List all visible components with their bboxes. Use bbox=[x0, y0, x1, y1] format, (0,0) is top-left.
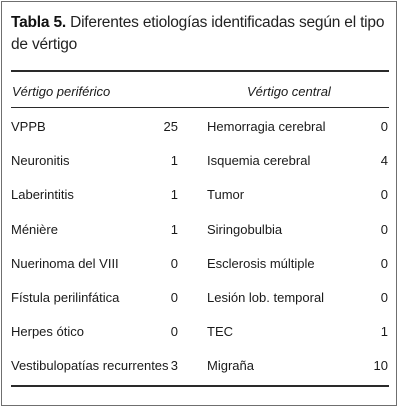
peripheral-count: 0 bbox=[170, 255, 178, 271]
central-etiology: TEC bbox=[207, 324, 233, 340]
table-row bbox=[0, 185, 400, 219]
central-count: 4 bbox=[380, 153, 388, 169]
table-row bbox=[0, 322, 400, 356]
peripheral-etiology: Neuronitis bbox=[11, 153, 70, 169]
column-header-peripheral: Vértigo periférico bbox=[12, 84, 111, 99]
table-caption-label: Tabla 5. bbox=[11, 14, 66, 31]
table-top-rule bbox=[11, 70, 389, 72]
table-row bbox=[0, 151, 400, 185]
peripheral-etiology: Nuerinoma del VIII bbox=[11, 255, 119, 271]
central-count: 10 bbox=[373, 358, 388, 374]
peripheral-count: 1 bbox=[170, 187, 178, 203]
peripheral-etiology: Laberintitis bbox=[11, 187, 74, 203]
central-etiology: Tumor bbox=[207, 187, 245, 203]
central-etiology: Esclerosis múltiple bbox=[207, 255, 315, 271]
table-row bbox=[0, 254, 400, 288]
central-etiology: Migraña bbox=[207, 358, 254, 374]
peripheral-count: 1 bbox=[170, 153, 178, 169]
peripheral-count: 0 bbox=[170, 324, 178, 340]
table-bottom-rule bbox=[11, 385, 389, 387]
peripheral-etiology: Herpes ótico bbox=[11, 324, 84, 340]
central-count: 0 bbox=[380, 119, 388, 134]
central-count: 0 bbox=[380, 221, 388, 237]
table-caption-text: Diferentes etiologías identificadas según el tipo de vértigo bbox=[11, 14, 385, 53]
peripheral-etiology: Vestibulopatías recurrentes bbox=[11, 358, 169, 374]
table-row bbox=[0, 117, 400, 151]
peripheral-count: 0 bbox=[170, 289, 178, 305]
central-etiology: Lesión lob. temporal bbox=[207, 289, 325, 305]
peripheral-etiology: Ménière bbox=[11, 221, 58, 237]
table-row bbox=[0, 220, 400, 254]
table-caption bbox=[11, 12, 391, 56]
central-etiology: Siringobulbia bbox=[207, 221, 283, 237]
peripheral-count: 25 bbox=[163, 119, 178, 134]
peripheral-etiology: VPPB bbox=[11, 119, 46, 134]
central-etiology: Isquemia cerebral bbox=[207, 153, 311, 169]
table-row bbox=[0, 288, 400, 322]
table-body bbox=[0, 117, 400, 391]
table-header-rule bbox=[11, 107, 389, 108]
peripheral-count: 1 bbox=[170, 221, 178, 237]
central-count: 0 bbox=[380, 289, 388, 305]
central-count: 1 bbox=[380, 324, 388, 340]
column-header-central: Vértigo central bbox=[247, 84, 331, 99]
central-etiology: Hemorragia cerebral bbox=[207, 119, 326, 134]
peripheral-count: 3 bbox=[170, 358, 178, 374]
central-count: 0 bbox=[380, 187, 388, 203]
central-count: 0 bbox=[380, 255, 388, 271]
peripheral-etiology: Fístula perilinfática bbox=[11, 289, 120, 305]
